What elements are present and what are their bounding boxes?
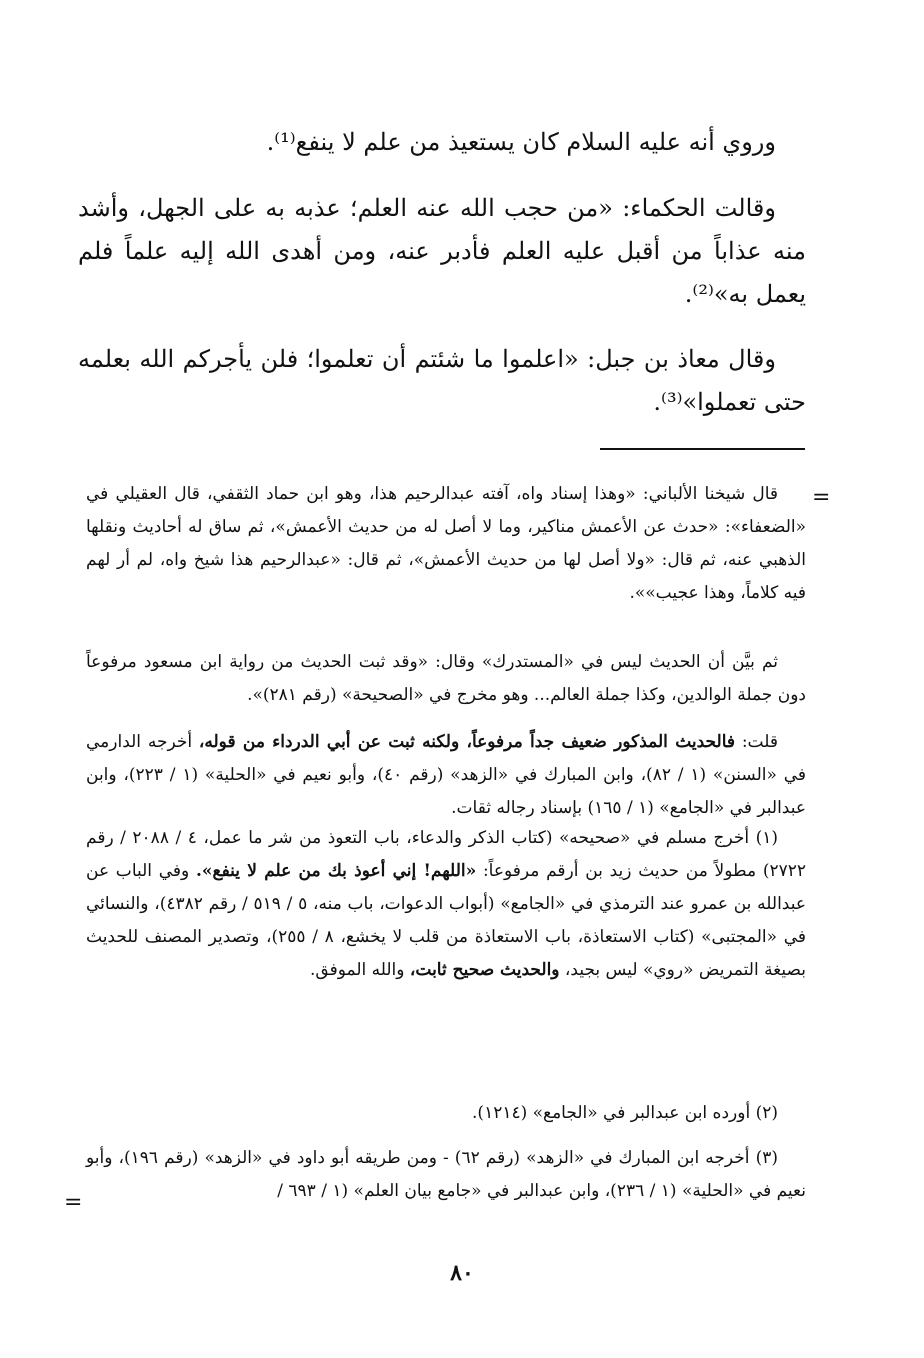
footnote-continued-3	[86, 726, 806, 825]
footnote-1	[86, 822, 806, 987]
continuation-mark-bottom: =	[64, 1190, 83, 1215]
footnote-3: (٣) أخرجه ابن المبارك في «الزهد» (رقم ٦٢) - ومن طريقه أبو داود في «الزهد» (رقم ١٩٦)، وأبو نعيم في «الحلية» (١ / ٢٣٦)، وابن عبدالبر في «جامع بيان العلم» (١ / ٦٩٣ /	[86, 1148, 806, 1201]
footnote-1-part-c: والله الموفق.	[310, 960, 410, 980]
main-paragraph-3: وقال معاذ بن جبل: «اعلموا ما شئتم أن تعلموا؛ فلن يأجركم الله بعلمه حتى تعملوا»⁽³⁾.	[78, 345, 806, 416]
note-lead: قلت:	[735, 732, 778, 752]
footnote-1-part-a: (١) أخرج مسلم في «صحيحه» (كتاب الذكر والدعاء، باب التعوذ من شر ما عمل، ٤ / ٢٠٨٨ / رقم ٢٧٢٢) مطولاً من حديث زيد بن أرقم مرفوعاً:	[86, 828, 806, 881]
page-number: ٨٠	[450, 1260, 474, 1286]
footnote-1-bold-verdict: والحديث صحيح ثابت،	[409, 960, 560, 980]
note-bold-verdict: فالحديث المذكور ضعيف جداً مرفوعاً، ولكنه ثبت عن أبي الدرداء من قوله،	[198, 732, 736, 752]
note-rest: أخرجه الدارمي في «السنن» (١ / ٨٢)، وابن المبارك في «الزهد» (رقم ٤٠)، وأبو نعيم في «الحلية» (١ / ٢٢٣)، وابن عبدالبر في «الجامع» (١ / ١٦٥) بإسناد رجاله ثقات.	[86, 732, 806, 818]
main-paragraph-2: وقالت الحكماء: «من حجب الله عنه العلم؛ عذبه به على الجهل، وأشد منه عذاباً من أقبل عليه العلم فأدبر عنه، ومن أهدى الله إليه علماً فلم يعمل به»⁽²⁾.	[78, 194, 806, 308]
footnote-2: (٢) أورده ابن عبدالبر في «الجامع» (١٢١٤).	[472, 1103, 778, 1123]
footnote-1-part-b: وفي الباب عن عبدالله بن عمرو عند الترمذي في «الجامع» (أبواب الدعوات، باب منه، ٥ / ٥١٩ / رقم ٤٣٨٢)، والنسائي في «المجتبى» (كتاب الاستعاذة، باب الاستعاذة من قلب لا يخشع، ٨ / ٢٥٥)، وتصدير المصنف للحديث بصيغة التمريض «روي» ليس بجيد،	[86, 861, 806, 980]
main-paragraph-1: وروي أنه عليه السلام كان يستعيذ من علم لا ينفع⁽¹⁾.	[266, 128, 776, 156]
footnote-1-bold-quote: «اللهم! إني أعوذ بك من علم لا ينفع».	[195, 861, 477, 881]
footnote-continued-1: قال شيخنا الألباني: «وهذا إسناد واه، آفته عبدالرحيم هذا، وهو ابن حماد الثقفي، قال العقيلي في «الضعفاء»: «حدث عن الأعمش مناكير، وما لا أصل له من حديث الأعمش»، ثم ساق له أحاديث ونقلها الذهبي عنه، ثم قال: «ولا أصل لها من حديث الأعمش»، ثم قال: «عبدالرحيم هذا شيخ واه، لم أر لهم فيه كلاماً، وهذا عجيب»».	[86, 484, 806, 603]
continuation-mark-top: =	[812, 485, 831, 510]
footnote-separator	[600, 448, 805, 450]
footnote-continued-2: ثم بيَّن أن الحديث ليس في «المستدرك» وقال: «وقد ثبت الحديث من رواية ابن مسعود مرفوعاً دون جملة الوالدين، وكذا جملة العالم... وهو مخرج في «الصحيحة» (رقم ٢٨١)».	[86, 652, 806, 705]
